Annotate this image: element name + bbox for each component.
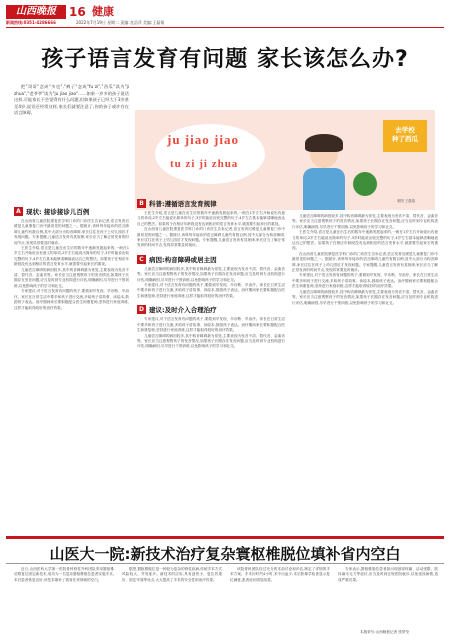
- hero-tag-line1: 去学校: [395, 126, 415, 134]
- section-a-text-3: 儿童语言障碍的病因较多,其中构音障碍最为常见,主要表现为发音不清、替代音、歪曲音等。家长应当注意观察孩子的发音情况,如果孩子长期存在发音问题,应当及时到专业机构进行评估,明确病因,尽早进行干预训练,以免影响孩子的学习和社交。: [14, 267, 129, 288]
- page-headline: 孩子语言发育有问题 家长该怎么办?: [41, 47, 409, 72]
- intro-column: [14, 84, 129, 174]
- column-c-text-5: 儿童语言障碍的病因较多,其中构音障碍最为常见,主要表现为发音不清、替代音、歪曲音等。家长应当注意观察孩子的发音情况,如果孩子长期存在发音问题,应当及时到专业机构进行评估,明确病因,尽早进行干预训练,以免影响孩子的学习和社交。: [292, 289, 438, 305]
- section-c-heading: [137, 255, 285, 264]
- bottom-text-4: 专家表示,寰枢椎脱位患者如出现颈部疼痛、活动受限、肢体麻木无力等症状,应当及时到正规医院就诊,以免延误病情,造成严重后果。: [338, 567, 438, 582]
- bottom-text-1: 近日,山西医科大学第一医院骨科脊柱外科团队采用寰枢椎后路复位固定新技术,成功为一名复杂寰枢椎脱位患者实施手术,术后患者恢复良好,该技术填补了我省在该领域的空白。: [14, 567, 114, 582]
- bottom-text-3: 该院骨科团队经过充分的术前讨论和评估,制定了详细的手术方案。手术历时约4小时,术中出血少,术后影像学检查显示复位满意,患者症状明显改善。: [230, 567, 330, 582]
- section-d-badge: D: [137, 305, 146, 314]
- section-a-title: 现状: 接诊接诊儿百例: [26, 208, 90, 216]
- section-label: 健康: [92, 5, 114, 18]
- dateline: 2022年7月19日 星期二 责编:龙浩萍 美编:王磊翔: [76, 20, 165, 25]
- column-c-text-2: 王医生介绍,语言是儿童在出生后的数年中逐渐发展起来的,一般在1岁左右开始说出有意义的单词,2岁左右能说出简单的句子,3岁时能说出较完整的句子,4岁左右基本能够清晰地表达自己的想法。如果孩子在相应年龄段没有达到相应的语言发育水平,就需要引起家长的重视。: [292, 230, 438, 251]
- column-c: [292, 214, 438, 530]
- masthead-rule: [6, 27, 444, 28]
- section-a-heading: [14, 207, 129, 216]
- hero-tag: [383, 120, 427, 152]
- bottom-col-4: [338, 567, 438, 629]
- section-c-title: 病因:构音障碍或居主因: [149, 255, 217, 264]
- child-body: [303, 168, 345, 210]
- section-a-text-4: 专家建议,对于语言发育有问题的孩子,要做到早发现、早诊断、早治疗。家长在日常生活中要多和孩子进行交流,多给孩子讲故事、读绘本,鼓励孩子表达。治疗期间家长要积极配合医生和康复师,坚持进行家庭训练,这样才能取得较好的治疗效果。: [14, 289, 129, 310]
- bottom-col-1: [14, 567, 114, 629]
- bottom-story-rule: [6, 536, 444, 539]
- section-a-text-2: 王医生介绍,语言是儿童在出生后的数年中逐渐发展起来的,一般在1岁左右开始说出有意义的单词,2岁左右能说出简单的句子,3岁时能说出较完整的句子,4岁左右基本能够清晰地表达自己的想法。如果孩子在相应年龄段没有达到相应的语言发育水平,就需要引起家长的重视。: [14, 246, 129, 267]
- bottom-divider: [6, 563, 444, 564]
- column-b: [137, 196, 285, 526]
- section-c-text: 儿童语言障碍的病因较多,其中构音障碍最为常见,主要表现为发音不清、替代音、歪曲音等。家长应当注意观察孩子的发音情况,如果孩子长期存在发音问题,应当及时到专业机构进行评估,明确病因,尽早进行干预训练,以免影响孩子的学习和社交。: [137, 266, 285, 282]
- section-b-text-2: 在山西省儿童医院康复医学科门诊的门诊医生告诉记者,语言发育迟缓是儿童康复门诊中最常见的问题之一。据统计,该科每年接诊的语言障碍儿童约有数百例,其中大部分为构音障碍,家长往往在孩子上幼儿园后才发现问题。专家提醒,儿童语言发育有其规律,家长应当了解正常发育的时间节点,发现异常要及时就诊。: [137, 227, 285, 248]
- section-a-text: 在山西省儿童医院康复医学科门诊的门诊医生告诉记者,语言发育迟缓是儿童康复门诊中最常见的问题之一。据统计,该科每年接诊的语言障碍儿童约有数百例,其中大部分为构音障碍,家长往往在孩子上幼儿园后才发现问题。专家提醒,儿童语言发育有其规律,家长应当了解正常发育的时间节点,发现异常要及时就诊。: [14, 219, 129, 245]
- watermelon-icon: [353, 172, 377, 196]
- hero-illustration: [135, 110, 435, 210]
- illustration-credit: 制图 王磊翔: [397, 199, 416, 203]
- page-number: 16: [69, 5, 86, 19]
- bottom-text-2: 据悉,寰枢椎脱位是一种较为复杂的脊柱疾病,传统手术方式风险较大、并发症多。新技术的应用,具有创伤小、复位效果好、固定牢靠等优点,大大提高了手术的安全性和治疗效果。: [122, 567, 222, 582]
- newspaper-logo: 山西晚报: [6, 5, 66, 19]
- column-a: [14, 204, 129, 534]
- section-b-title: 科普:遵循语言发育规律: [149, 200, 217, 208]
- section-b-text: 王医生介绍,语言是儿童在出生后的数年中逐渐发展起来的,一般在1岁左右开始说出有意义的单词,2岁左右能说出简单的句子,3岁时能说出较完整的句子,4岁左右基本能够清晰地表达自己的想法。如果孩子在相应年龄段没有达到相应的语言发育水平,就需要引起家长的重视。: [137, 211, 285, 226]
- child-hair: [305, 134, 343, 152]
- section-d-heading: [137, 305, 285, 314]
- section-b-badge: B: [137, 199, 146, 208]
- bottom-headline: 山医大一院:新技术治疗复杂寰枢椎脱位填补省内空白: [49, 545, 401, 563]
- hero-pinyin-line1: ju jiao jiao: [167, 132, 239, 147]
- column-c-text-4: 专家建议,对于语言发育有问题的孩子,要做到早发现、早诊断、早治疗。家长在日常生活中要多和孩子进行交流,多给孩子讲故事、读绘本,鼓励孩子表达。治疗期间家长要积极配合医生和康复师,坚持进行家庭训练,这样才能取得较好的治疗效果。: [292, 273, 438, 289]
- section-c-text-2: 专家建议,对于语言发育有问题的孩子,要做到早发现、早诊断、早治疗。家长在日常生活中要多和孩子进行交流,多给孩子讲故事、读绘本,鼓励孩子表达。治疗期间家长要积极配合医生和康复师,坚持进行家庭训练,这样才能取得较好的治疗效果。: [137, 283, 285, 298]
- hero-pinyin-line2: tu zi ji zhua: [170, 158, 239, 170]
- column-c-text-3: 在山西省儿童医院康复医学科门诊的门诊医生告诉记者,语言发育迟缓是儿童康复门诊中最常见的问题之一。据统计,该科每年接诊的语言障碍儿童约有数百例,其中大部分为构音障碍,家长往往在孩子上幼儿园后才发现问题。专家提醒,儿童语言发育有其规律,家长应当了解正常发育的时间节点,发现异常要及时就诊。: [292, 251, 438, 273]
- section-d-title: 建议:及时介入合理治疗: [149, 306, 217, 315]
- news-hotline: 新闻热线:0351-4286666: [6, 20, 56, 25]
- hero-tag-line2: 种了西瓜: [392, 135, 418, 143]
- section-b-heading: [137, 199, 285, 208]
- column-c-text: 儿童语言障碍的病因较多,其中构音障碍最为常见,主要表现为发音不清、替代音、歪曲音等。家长应当注意观察孩子的发音情况,如果孩子长期存在发音问题,应当及时到专业机构进行评估,明确病因,尽早进行干预训练,以免影响孩子的学习和社交。: [292, 214, 438, 229]
- section-c-badge: C: [137, 255, 146, 264]
- section-d-text: 专家建议,对于语言发育有问题的孩子,要做到早发现、早诊断、早治疗。家长在日常生活中要多和孩子进行交流,多给孩子讲故事、读绘本,鼓励孩子表达。治疗期间家长要积极配合医生和康复师,坚持进行家庭训练,这样才能取得较好的治疗效果。: [137, 317, 285, 333]
- section-a-badge: A: [14, 207, 23, 216]
- bottom-col-3: [230, 567, 330, 629]
- section-d-text-2: 儿童语言障碍的病因较多,其中构音障碍最为常见,主要表现为发音不清、替代音、歪曲音等。家长应当注意观察孩子的发音情况,如果孩子长期存在发音问题,应当及时到专业机构进行评估,明确病因,尽早进行干预训练,以免影响孩子的学习和社交。: [137, 333, 285, 349]
- bottom-col-2: [122, 567, 222, 629]
- intro-text: 把"哥哥"念成"多也","裤子"念成"fu zi","西瓜"读为"ji zhua","老爷爷"读为"ju jiao jiao"……如果一岁多的孩子说话这样,可能家长不会觉得有什么问题,但如果孩子已经大于3岁甚至4岁,说话还经常这样,家长们就要注意了,你的孩子或许存在语言障碍。: [14, 84, 129, 116]
- masthead: [6, 5, 446, 27]
- reporter-credit: 本版采写:山西晚报记者 张梦莹: [360, 630, 410, 634]
